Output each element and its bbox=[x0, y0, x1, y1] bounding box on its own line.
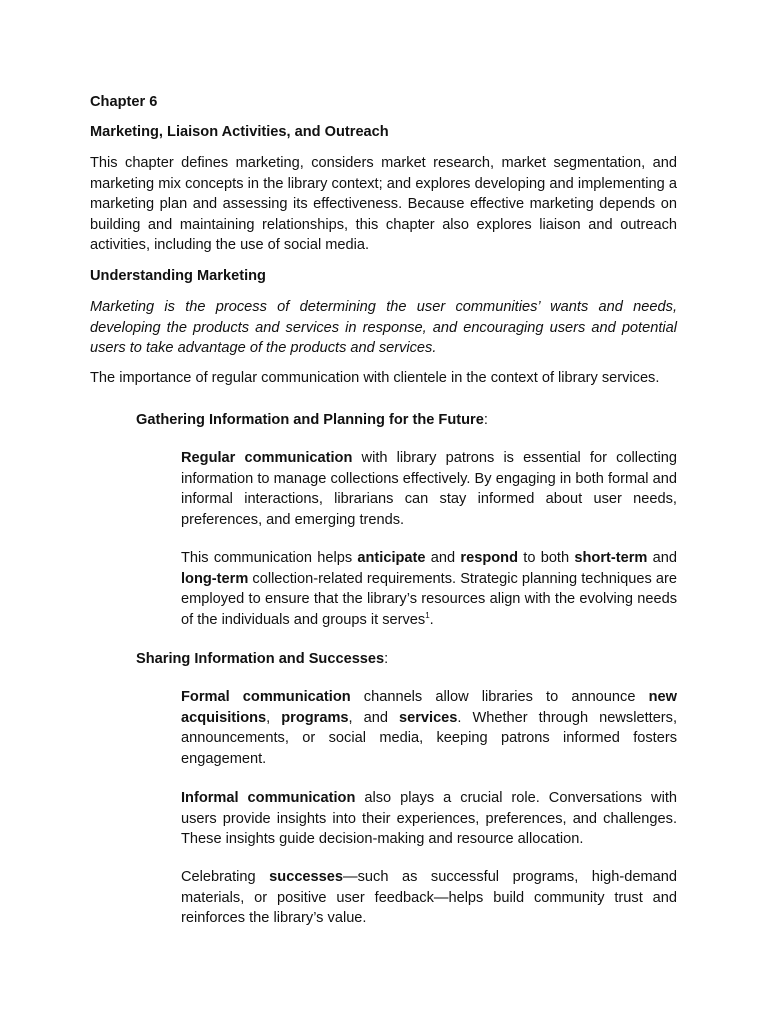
bold-term: anticipate bbox=[357, 550, 426, 566]
subheading-colon: : bbox=[483, 412, 488, 428]
bold-term: programs bbox=[281, 709, 349, 726]
chapter-intro-paragraph: This chapter defines marketing, considers market research, market segmentation, and marketing mix concepts in the library context; and explores developing and implementing a marketing plan and assessing its effectiveness. Because effective marketing depends on building and maintaining relationships, this chapter also explores liaison and outreach activities, including the use of social media. bbox=[90, 155, 677, 253]
paragraph-text: This communication helps bbox=[181, 550, 358, 566]
section-heading-understanding-marketing: Understanding Marketing bbox=[90, 268, 266, 284]
chapter-number: Chapter 6 bbox=[90, 94, 158, 110]
regular-communication-paragraph bbox=[181, 448, 677, 530]
bold-term: long-term bbox=[181, 570, 249, 587]
paragraph-text: with library patrons is essential for collecting information to manage collections effectively. By engaging in both formal and informal interactions, librarians can stay informed about user needs, preferences, and emerging trends. bbox=[181, 450, 677, 528]
bold-term: short-term bbox=[574, 550, 648, 566]
subheading-colon: : bbox=[384, 651, 389, 667]
chapter-title: Marketing, Liaison Activities, and Outreach bbox=[90, 124, 389, 140]
paragraph-text: and bbox=[425, 550, 461, 566]
celebrating-successes-paragraph bbox=[181, 867, 677, 929]
bold-term: respond bbox=[460, 550, 518, 566]
paragraph-text: also plays a crucial role. Conversations with users provide insights into their experiences, preferences, and challenges. These insights guide decision-making and resource allocation. bbox=[181, 790, 678, 847]
importance-paragraph: The importance of regular communication with clientele in the context of library services. bbox=[90, 370, 660, 386]
paragraph-text: . Whether through newsletters, announcements, or social media, keeping patrons informed fosters engagement. bbox=[181, 709, 678, 767]
subheading-gathering-information bbox=[136, 410, 677, 431]
paragraph-text: collection-related requirements. Strategic planning techniques are employed to ensure that the library’s resources align with the evolving needs of the individuals and groups it serves bbox=[181, 570, 677, 628]
paragraph-text: Celebrating bbox=[181, 869, 270, 885]
paragraph-text: to both bbox=[518, 550, 575, 566]
marketing-definition: Marketing is the process of determining the user communities’ wants and needs, developing the products and services in response, and encouraging users and potential users to take advantage of the products and services. bbox=[90, 299, 677, 356]
bold-term: services bbox=[398, 709, 458, 726]
formal-communication-paragraph bbox=[181, 687, 677, 769]
paragraph-text: and bbox=[647, 550, 677, 566]
subheading-sharing-information bbox=[136, 649, 677, 670]
footnote-marker: 1 bbox=[425, 610, 430, 620]
paragraph-text: channels allow libraries to announce bbox=[350, 689, 649, 705]
anticipate-respond-paragraph bbox=[181, 548, 677, 630]
bold-term: Formal communication bbox=[181, 689, 351, 705]
paragraph-text: , and bbox=[348, 709, 399, 726]
subheading-gathering-label: Gathering Information and Planning for the Future bbox=[136, 412, 484, 428]
paragraph-text: . bbox=[429, 611, 434, 628]
paragraph-text: , bbox=[266, 709, 282, 726]
bold-term: Regular communication bbox=[181, 450, 353, 466]
bold-term: successes bbox=[269, 869, 344, 885]
bold-term: new acquisitions bbox=[181, 689, 677, 726]
bold-term: Informal communication bbox=[181, 790, 356, 806]
informal-communication-paragraph bbox=[181, 788, 677, 850]
paragraph-text: —such as successful programs, high-demand materials, or positive user feedback—helps build community trust and reinforces the library’s value. bbox=[181, 869, 677, 926]
subheading-sharing-label: Sharing Information and Successes bbox=[136, 651, 385, 667]
